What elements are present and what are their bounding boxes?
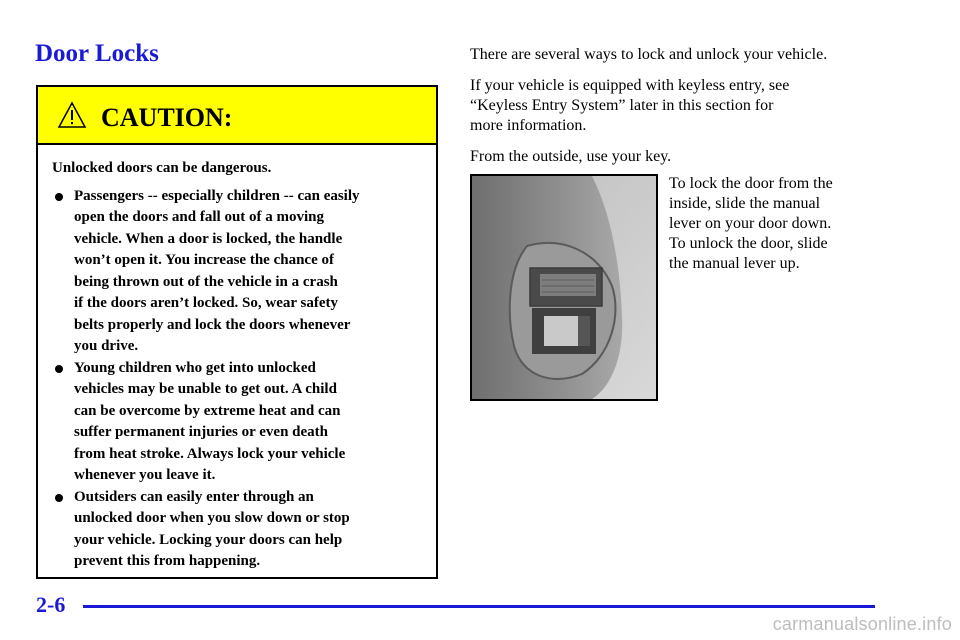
paragraph-line: more information. bbox=[470, 117, 587, 134]
caution-header bbox=[38, 87, 436, 145]
bullet-line: prevent this from happening. bbox=[74, 553, 261, 569]
paragraph-line: “Keyless Entry System” later in this section for bbox=[470, 97, 774, 114]
paragraph-ways-to-lock bbox=[470, 45, 910, 65]
bullet-line: your vehicle. Locking your doors can help bbox=[74, 531, 343, 548]
paragraph-use-key bbox=[470, 147, 910, 167]
bullet-line: you drive. bbox=[74, 338, 139, 354]
warning-triangle-icon bbox=[57, 101, 87, 129]
door-lever-illustration bbox=[472, 176, 656, 399]
bullet-line: can be overcome by extreme heat and can bbox=[74, 402, 341, 419]
paragraph-keyless-entry bbox=[470, 76, 910, 136]
bullet-line: whenever you leave it. bbox=[74, 467, 216, 483]
caution-bullet bbox=[52, 186, 432, 358]
caution-heading: CAUTION: bbox=[101, 103, 233, 132]
bullet-dot-icon bbox=[55, 365, 63, 373]
caution-body bbox=[52, 158, 432, 573]
bullet-line: from heat stroke. Always lock your vehicle bbox=[74, 445, 346, 462]
page-number: 2-6 bbox=[36, 592, 66, 617]
right-column bbox=[470, 45, 910, 178]
bullet-line: belts properly and lock the doors whenever bbox=[74, 316, 351, 333]
bullet-line: unlocked door when you slow down or stop bbox=[74, 510, 350, 526]
bullet-line: being thrown out of the vehicle in a crash bbox=[74, 273, 338, 290]
caution-intro: Unlocked doors can be dangerous. bbox=[52, 160, 272, 176]
caption-line: lever on your door down. bbox=[669, 215, 832, 232]
caption-line: To unlock the door, slide bbox=[669, 235, 828, 252]
caution-box bbox=[36, 85, 438, 579]
caption-line: To lock the door from the bbox=[669, 175, 833, 192]
bullet-line: Young children who get into unlocked bbox=[74, 359, 316, 376]
bullet-line: Outsiders can easily enter through an bbox=[74, 488, 314, 505]
bullet-line: if the doors aren’t locked. So, wear safety bbox=[74, 295, 338, 311]
photo-caption bbox=[669, 174, 833, 274]
caution-bullet bbox=[52, 487, 432, 573]
bullet-line: vehicles may be unable to get out. A child bbox=[74, 381, 337, 397]
bullet-line: vehicle. When a door is locked, the handle bbox=[74, 230, 343, 247]
caption-line: inside, slide the manual bbox=[669, 195, 821, 212]
bullet-dot-icon bbox=[55, 494, 63, 502]
caution-bullet bbox=[52, 358, 432, 487]
bullet-line: suffer permanent injuries or even death bbox=[74, 424, 329, 440]
watermark: carmanualsonline.info bbox=[772, 614, 952, 634]
paragraph-line: From the outside, use your key. bbox=[470, 148, 672, 165]
bullet-dot-icon bbox=[55, 193, 63, 201]
bullet-line: Passengers -- especially children -- can easily bbox=[74, 187, 360, 204]
bullet-line: won’t open it. You increase the chance of bbox=[74, 252, 334, 268]
paragraph-line: If your vehicle is equipped with keyless entry, see bbox=[470, 77, 790, 94]
paragraph-line: There are several ways to lock and unlock your vehicle. bbox=[470, 46, 828, 63]
page-title: Door Locks bbox=[35, 40, 159, 67]
footer-rule bbox=[83, 605, 875, 608]
door-lock-lever-photo bbox=[470, 174, 658, 401]
bullet-line: open the doors and fall out of a moving bbox=[74, 209, 325, 225]
caption-line: the manual lever up. bbox=[669, 255, 800, 272]
